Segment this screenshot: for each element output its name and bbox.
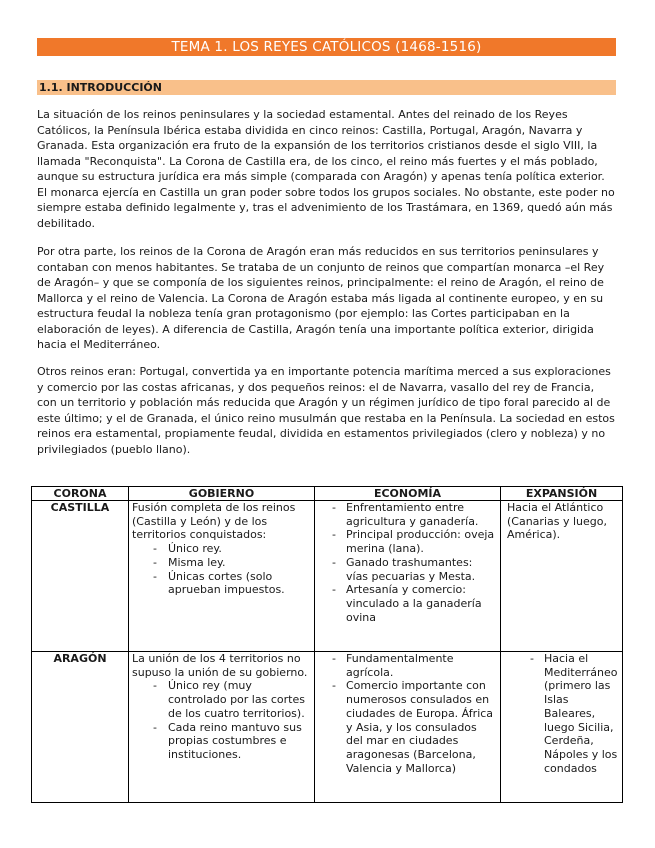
header-economia: ECONOMÍA bbox=[315, 487, 501, 501]
table-row bbox=[32, 652, 623, 803]
header-corona: CORONA bbox=[32, 487, 129, 501]
list-item: - Únicas cortes (solo aprueban impuestos. bbox=[168, 570, 311, 597]
list-item: - Enfrentamiento entre agricultura y ganadería. bbox=[326, 501, 497, 528]
list-item: - Ganado trashumantes: vías pecuarias y Mesta. bbox=[326, 556, 497, 583]
header-expansion: EXPANSIÓN bbox=[501, 487, 623, 501]
list-item: - Único rey. bbox=[168, 542, 311, 556]
economia-list bbox=[318, 652, 497, 775]
gobierno-cell bbox=[129, 652, 315, 803]
expansion-cell bbox=[501, 652, 623, 803]
table-row bbox=[32, 501, 623, 652]
list-item: - Principal producción: oveja merina (lana). bbox=[326, 528, 497, 555]
paragraph: La situación de los reinos peninsulares y la sociedad estamental. Antes del reinado de los Reyes Católicos, la Península Ibérica estaba dividida en cinco reinos: Castilla, Portugal, Aragón, Navarra y Granada. Esta organización era fruto de la expansión de los territorios cristianos desde el siglo VIII, la llamada "Reconquista". La Corona de Castilla era, de los cinco, el reino más fuertes y el más poblado, aunque su estructura jurídica era más simple (comparada con Aragón) y apenas tenía política exterior. El monarca ejercía en Castilla un gran poder sobre todos los grupos sociales. No obstante, este poder no siempre estaba definido legalmente y, tras el advenimiento de los Trastámara, en 1369, quedó aún más debilitado. bbox=[37, 108, 615, 230]
document-title: TEMA 1. LOS REYES CATÓLICOS (1468-1516) bbox=[37, 38, 616, 56]
list-item: - Comercio importante con numerosos consulados en ciudades de Europa. África y Asia, y los consulados del mar en ciudades aragonesas (Barcelona, Valencia y Mallorca) bbox=[326, 679, 497, 775]
corona-cell: CASTILLA bbox=[32, 501, 129, 652]
paragraph: Por otra parte, los reinos de la Corona de Aragón eran más reducidos en sus territorios peninsulares y contaban con menos habitantes. Se trataba de un conjunto de reinos que compartían monarca –el Rey de Aragón– y que se componía de los siguientes reinos, principalmente: el reino de Aragón, el reino de Mallorca y el reino de Valencia. La Corona de Aragón estaba más ligada al continente europeo, y en su estructura feudal la nobleza tenía gran protagonismo (por ejemplo: las Cortes participaban en la elaboración de leyes). A diferencia de Castilla, Aragón tenía una importante política exterior, dirigida hacia el Mediterráneo. bbox=[37, 245, 605, 351]
list-item: - Hacia el Mediterráneo (primero las Islas Baleares, luego Sicilia, Cerdeña, Nápoles y los condados bbox=[524, 652, 619, 775]
gobierno-cell bbox=[129, 501, 315, 652]
expansion-text: Hacia el Atlántico (Canarias y luego, América). bbox=[507, 501, 607, 542]
list-item: - Cada reino mantuvo sus propias costumbres e instituciones. bbox=[168, 721, 311, 762]
corona-cell: ARAGÓN bbox=[32, 652, 129, 803]
list-item: - Artesanía y comercio: vinculado a la ganadería ovina bbox=[326, 583, 497, 624]
table-header-row bbox=[32, 487, 623, 501]
list-item: - Misma ley. bbox=[168, 556, 311, 570]
gobierno-list bbox=[132, 542, 311, 597]
header-gobierno: GOBIERNO bbox=[129, 487, 315, 501]
gobierno-text: La unión de los 4 territorios no supuso la unión de su gobierno. bbox=[132, 652, 308, 679]
economia-list bbox=[318, 501, 497, 624]
section-heading: 1.1. INTRODUCCIÓN bbox=[37, 80, 616, 95]
list-item: - Único rey (muy controlado por las cortes de los cuatro territorios). bbox=[168, 679, 311, 720]
comparison-table bbox=[31, 486, 623, 803]
economia-cell bbox=[315, 652, 501, 803]
gobierno-text: Fusión completa de los reinos (Castilla y León) y de los territorios conquistados: bbox=[132, 501, 296, 542]
list-item: - Fundamentalmente agrícola. bbox=[326, 652, 497, 679]
economia-cell bbox=[315, 501, 501, 652]
expansion-list bbox=[504, 652, 619, 775]
paragraph: Otros reinos eran: Portugal, convertida ya en importante potencia marítima merced a sus exploraciones y comercio por las costas africanas, y dos pequeños reinos: el de Navarra, vasallo del rey de Francia, con un territorio y población más reducida que Aragón y un régimen jurídico de tipo foral parecido al de este último; y el de Granada, el único reino musulmán que restaba en la Península. La sociedad en estos reinos era estamental, propiamente feudal, dividida en estamentos privilegiados (clero y nobleza) y no privilegiados (pueblo llano). bbox=[37, 365, 615, 456]
expansion-cell bbox=[501, 501, 623, 652]
gobierno-list bbox=[132, 679, 311, 761]
